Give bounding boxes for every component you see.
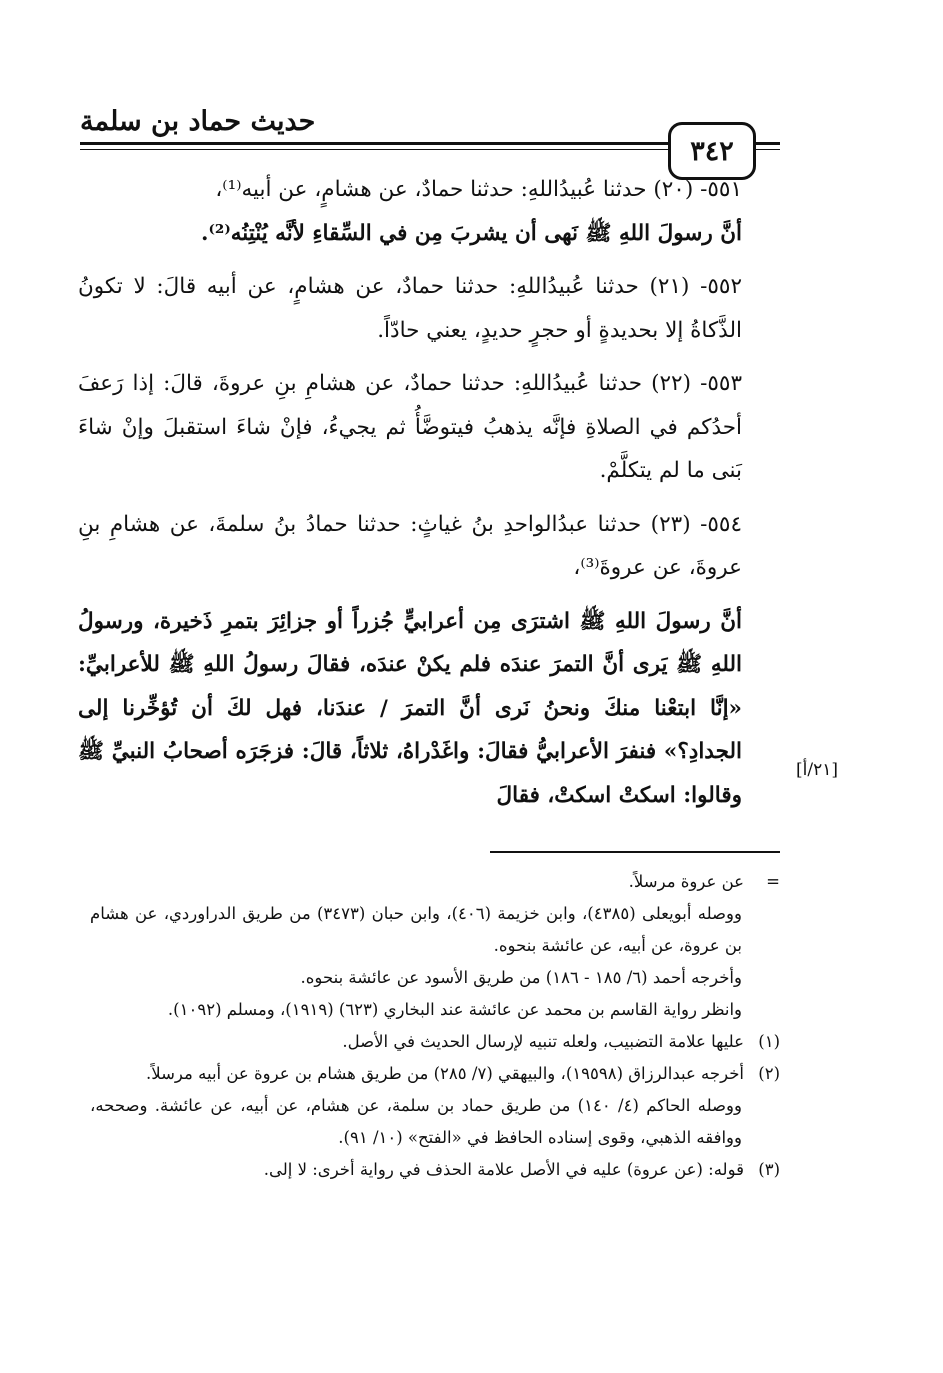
hadith-551-matn: أنَّ رسولَ اللهِ ﷺ نَهى أن يشربَ مِن في السِّقاءِ لأنَّه يُنْتِنُه⁽²⁾. <box>201 220 742 246</box>
main-text <box>78 168 778 827</box>
manuscript-folio-note: [٢١/أ] <box>796 760 838 780</box>
footnote-line: أخرجه عبدالرزاق (١٩٥٩٨)، والبيهقي (٧/ ٢٨٥) من طريق هشام بن عروة عن أبيه مرسلاً. <box>146 1064 744 1083</box>
footnote-number: (٢) <box>758 1064 780 1083</box>
hadith-552: ٥٥٢- (٢١) حدثنا عُبيدُاللهِ: حدثنا حمادٌ، عن هشامٍ، عن أبيه قالَ: لا تكونُ الذَّكاةُ إلا بحديدةٍ أو حجرٍ حديدٍ، يعني حادّاً. <box>78 274 743 343</box>
footnote-continued <box>90 866 780 1026</box>
footnote-line: وأخرجه أحمد (٦/ ١٨٥ - ١٨٦) من طريق الأسود عن عائشة بنحوه. <box>300 968 742 987</box>
footnote-line: عليها علامة التضبيب، ولعله تنبيه لإرسال الحديث في الأصل. <box>342 1032 744 1051</box>
hadith-553: ٥٥٣- (٢٢) حدثنا عُبيدُاللهِ: حدثنا حمادٌ، عن هشامِ بنِ عروةَ، قالَ: إذا رَعفَ أحدُكم في الصلاةِ فإنَّه يذهبُ فيتوضَّأُ ثم يجيءُ، فإنْ شاءَ استقبلَ وإنْ شاءَ بَنى ما لم يتكلَّمْ. <box>78 371 742 483</box>
hadith-551-isnad: ٥٥١- (٢٠) حدثنا عُبيدُاللهِ: حدثنا حمادٌ، عن هشامٍ، عن أبيه⁽¹⁾، <box>215 177 742 202</box>
hadith-554-matn: أنَّ رسولَ اللهِ ﷺ اشترَى مِن أعرابيٍّ جُزراً أو جزائِرَ بتمرِ ذَخيرة، ورسولُ اللهِ ﷺ يَرى أنَّ التمرَ عندَه فلم يكنْ عندَه، فقالَ رسولُ اللهِ ﷺ للأعرابيِّ: «إنَّا ابتعْنا منكَ ونحنُ نَرى أنَّ التمرَ / عندَنا، فهل لكَ أن تُؤخِّرنا إلى الجدادِ؟» فنفرَ الأعرابيُّ فقالَ: واغَدْراهُ، ثلاثاً، قالَ: فزجَرَه أصحابُ النبيِّ ﷺ وقالوا: اسكتْ اسكتْ، فقالَ <box>78 608 742 808</box>
header-rule-right <box>753 142 780 145</box>
page-number: ٣٤٢ <box>668 122 756 180</box>
header-rule-right-thin <box>753 149 780 150</box>
footnote-line: وانظر رواية القاسم بن محمد عن عائشة عند البخاري (٦٢٣) (١٩١٩)، ومسلم (١٠٩٢). <box>167 1000 742 1019</box>
footnote-3 <box>90 1154 780 1186</box>
footnote-1 <box>90 1026 780 1058</box>
footnote-number: (٣) <box>758 1160 780 1179</box>
footnote-marker: = <box>766 872 780 891</box>
footnote-2 <box>90 1058 780 1154</box>
running-title: حديث حماد بن سلمة <box>80 106 316 137</box>
footnote-line: ووصله أبويعلى (٤٣٨٥)، وابن خزيمة (٤٠٦)، وابن حبان (٣٤٧٣) من طريق الدراوردي، عن هشام بن عروة، عن أبيه، عن عائشة بنحوه. <box>90 904 742 955</box>
footnote-separator <box>490 851 780 853</box>
hadith-554-isnad: ٥٥٤- (٢٣) حدثنا عبدُالواحدِ بنُ غياثٍ: حدثنا حمادُ بنُ سلمةَ، عن هشامِ بنِ عروةَ، عن عروةَ⁽³⁾، <box>78 511 742 580</box>
footnote-line: ووصله الحاكم (٤/ ١٤٠) من طريق حماد بن سلمة، عن هشام، عن أبيه، عن عائشة. وصححه، ووافقه الذهبي، وقوى إسناده الحافظ في «الفتح» (١٠/ ٩١). <box>90 1096 742 1147</box>
header-rule <box>80 142 668 145</box>
footnote-number: (١) <box>758 1032 780 1051</box>
footnotes <box>90 866 780 1186</box>
footnote-line: قوله: (عن عروة) عليه في الأصل علامة الحذف في رواية أخرى: لا إلى. <box>263 1160 744 1179</box>
footnote-line: عن عروة مرسلاً. <box>628 872 744 891</box>
header-rule-thin <box>80 149 668 150</box>
